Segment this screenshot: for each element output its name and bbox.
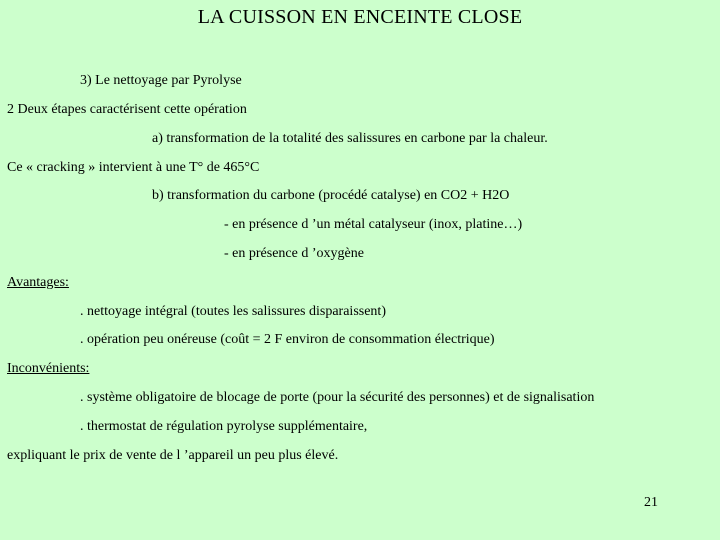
page-number: 21: [644, 495, 658, 510]
cracking-line: Ce « cracking » intervient à une T° de 465°C: [7, 160, 260, 175]
advantage-item-1: . nettoyage intégral (toutes les salissures disparaissent): [80, 304, 386, 319]
advantages-heading: Avantages:: [7, 275, 69, 290]
intro-line: 2 Deux étapes caractérisent cette opération: [7, 102, 247, 117]
drawback-item-2: . thermostat de régulation pyrolyse supplémentaire,: [80, 419, 368, 434]
drawback-item-1: . système obligatoire de blocage de porte (pour la sécurité des personnes) et de signalisation: [80, 390, 595, 405]
oxygen-line: - en présence d ’oxygène: [224, 246, 364, 261]
section-heading: 3) Le nettoyage par Pyrolyse: [80, 73, 242, 88]
conclusion-line: expliquant le prix de vente de l ’appareil un peu plus élevé.: [7, 448, 339, 463]
catalyst-line: - en présence d ’un métal catalyseur (inox, platine…): [224, 217, 523, 232]
drawbacks-heading: Inconvénients:: [7, 361, 90, 376]
step-b-line: b) transformation du carbone (procédé catalyse) en CO2 + H2O: [152, 188, 510, 203]
slide-title: LA CUISSON EN ENCEINTE CLOSE: [197, 6, 523, 28]
step-a-line: a) transformation de la totalité des salissures en carbone par la chaleur.: [152, 131, 548, 146]
advantage-item-2: . opération peu onéreuse (coût = 2 F environ de consommation électrique): [80, 332, 495, 347]
